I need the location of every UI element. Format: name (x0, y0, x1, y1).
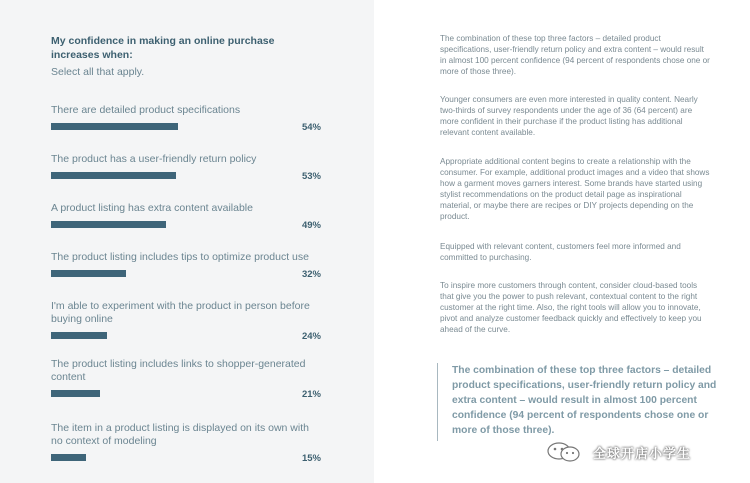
bar-value-label: 53% (301, 171, 321, 182)
bar-track (51, 332, 286, 339)
bar-value-label: 54% (301, 122, 321, 133)
bar-item (51, 422, 321, 464)
bar (51, 221, 166, 228)
bar (51, 270, 126, 277)
article-paragraph-2: Younger consumers are even more interested in quality content. Nearly two-thirds of survey respondents under the age of 36 (64 percent) are more confident in their purchase if the product listing has additional relevant content available. (440, 95, 698, 137)
wechat-icon (545, 441, 585, 463)
bar-track (51, 390, 286, 397)
bar-label: The product listing includes links to shopper-generated content (51, 358, 306, 383)
watermark-text: 全球开店小学生 (593, 445, 692, 461)
bar-label: A product listing has extra content available (51, 202, 253, 214)
pull-quote: The combination of these top three factors – detailed product specifications, user-friendly return policy and extra content – would result in almost 100 percent confidence (94 percent of respondents chose one or more of those three). (437, 363, 717, 441)
bar-item (51, 104, 321, 133)
bar (51, 390, 100, 397)
bar-item (51, 300, 321, 342)
bar-track (51, 123, 286, 130)
bar-track (51, 172, 286, 179)
bar-value-label: 32% (301, 269, 321, 280)
article-paragraph-3: Appropriate additional content begins to create a relationship with the consumer. For example, additional product images and a video that shows how a garment moves garners interest. Some brands have started using stylist recommendations on the product detail page as inspirational material, or maybe there are recipes or DIY projects depending on the product. (440, 157, 710, 221)
bar-track (51, 454, 286, 461)
bar-label: There are detailed product specifications (51, 104, 241, 116)
bar-label: The product has a user-friendly return policy (51, 153, 257, 165)
bar-item (51, 153, 321, 182)
bar (51, 172, 176, 179)
bar-item (51, 358, 321, 400)
bar (51, 123, 178, 130)
article-paragraph-5: To inspire more customers through content, consider cloud-based tools that give you the power to push relevant, contextual content to the right customer at the right time. Also, the right tools will allow you to innovate, pivot and analyze customer feedback quickly and effectively to keep you ahead of the curve. (440, 281, 702, 334)
bar-value-label: 24% (301, 331, 321, 342)
bar (51, 332, 107, 339)
bar-track (51, 221, 286, 228)
bar-track (51, 270, 286, 277)
bar-label: I'm able to experiment with the product in person before buying online (51, 300, 310, 325)
article-paragraph-1: The combination of these top three factors – detailed product specifications, user-friendly return policy and extra content – would result in almost 100 percent confidence (94 percent of respondents chose one or more of those three). (440, 34, 710, 76)
article-paragraph-4: Equipped with relevant content, customers feel more informed and committed to purchasing. (440, 242, 681, 262)
bar (51, 454, 86, 461)
bar-label: The item in a product listing is displayed on its own with no context of modeling (51, 422, 309, 447)
survey-instruction: Select all that apply. (51, 66, 145, 78)
bar-value-label: 49% (301, 220, 321, 231)
bar-item (51, 202, 321, 231)
survey-panel (0, 0, 374, 483)
bar-value-label: 15% (301, 453, 321, 464)
bar-value-label: 21% (301, 389, 321, 400)
bar-item (51, 251, 321, 280)
watermark (545, 441, 691, 463)
survey-heading: My confidence in making an online purchase increases when: (51, 35, 275, 61)
bar-label: The product listing includes tips to optimize product use (51, 251, 309, 263)
